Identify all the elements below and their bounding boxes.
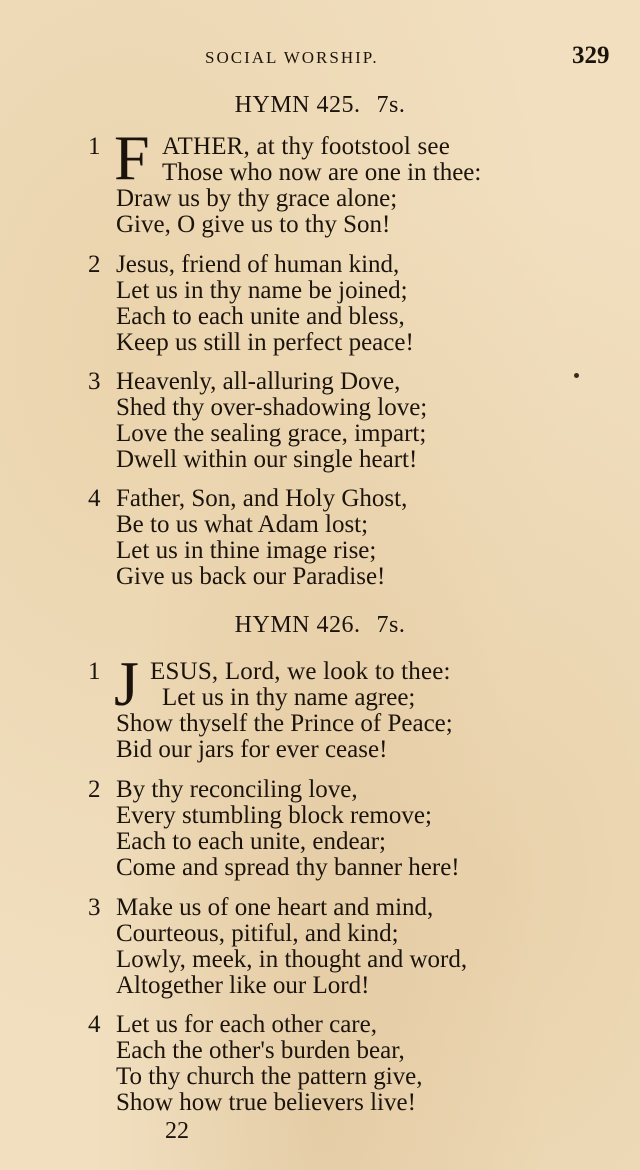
verse-line: Let us for each other care,	[116, 1011, 377, 1038]
verse-line: By thy reconciling love,	[116, 776, 358, 803]
verse-line: Each to each unite and bless,	[116, 303, 405, 330]
ink-speck	[574, 373, 579, 378]
verse-line: Show how true believers live!	[116, 1089, 416, 1116]
verse-line: Heavenly, all-alluring Dove,	[116, 368, 401, 395]
verse-line: Each to each unite, endear;	[116, 828, 386, 855]
verse-line: Come and spread thy banner here!	[116, 854, 460, 881]
verse-number: 4	[88, 485, 101, 512]
verse-number: 3	[88, 894, 101, 921]
verse-line: Each the other's burden bear,	[116, 1037, 405, 1064]
verse-line: Keep us still in perfect peace!	[116, 329, 414, 356]
verse-line: Let us in thy name agree;	[162, 684, 416, 711]
verse-line: Make us of one heart and mind,	[116, 894, 434, 921]
verse-line: Those who now are one in thee:	[162, 159, 482, 186]
hymn-title	[0, 612, 640, 639]
verse-line: Give us back our Paradise!	[116, 563, 386, 590]
verse-line: Show thyself the Prince of Peace;	[116, 710, 453, 737]
running-head: SOCIAL WORSHIP.	[205, 48, 379, 67]
verse-number: 2	[88, 776, 101, 803]
hymn-number: HYMN 426.	[234, 612, 361, 638]
verse-line: Jesus, friend of human kind,	[116, 251, 400, 278]
verse-number: 4	[88, 1011, 101, 1038]
drop-cap: F	[114, 122, 150, 193]
hymn-meter: 7s.	[376, 612, 406, 638]
hymn-number: HYMN 425.	[234, 92, 361, 118]
verse-line: Father, Son, and Holy Ghost,	[116, 485, 408, 512]
verse-line: Give, O give us to thy Son!	[116, 211, 391, 238]
verse-line: Courteous, pitiful, and kind;	[116, 920, 399, 947]
verse-number: 3	[88, 368, 101, 395]
verse-number: 2	[88, 251, 101, 278]
verse-line: Let us in thy name be joined;	[116, 277, 408, 304]
verse-line: To thy church the pattern give,	[116, 1063, 423, 1090]
verse-line: Let us in thine image rise;	[116, 537, 377, 564]
verse-line: Bid our jars for ever cease!	[116, 736, 388, 763]
verse-number: 1	[88, 133, 101, 160]
hymn-meter: 7s.	[376, 92, 406, 118]
verse-line: Every stumbling block remove;	[116, 802, 432, 829]
verse-line: ATHER, at thy footstool see	[162, 133, 451, 160]
hymn-title	[0, 92, 640, 119]
verse-line: ESUS, Lord, we look to thee:	[150, 658, 451, 685]
verse-line: Love the sealing grace, impart;	[116, 420, 427, 447]
verse-line: Dwell within our single heart!	[116, 446, 418, 473]
signature-mark: 22	[165, 1118, 189, 1144]
verse-line: Be to us what Adam lost;	[116, 511, 369, 538]
verse-number: 1	[88, 658, 101, 685]
drop-cap: J	[114, 648, 139, 719]
verse-line: Draw us by thy grace alone;	[116, 185, 398, 212]
verse-line: Altogether like our Lord!	[116, 972, 370, 999]
verse-line: Lowly, meek, in thought and word,	[116, 946, 468, 973]
page-number: 329	[572, 42, 610, 69]
verse-line: Shed thy over-shadowing love;	[116, 394, 428, 421]
